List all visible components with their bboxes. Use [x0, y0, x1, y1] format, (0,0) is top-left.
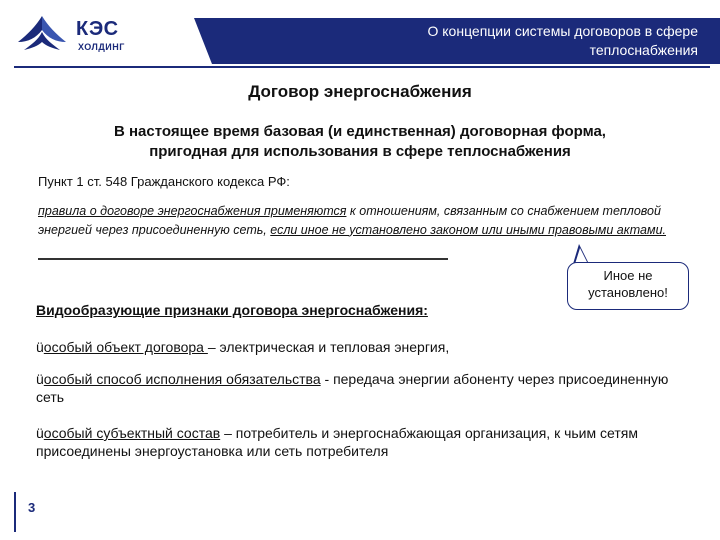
header-title: [427, 22, 698, 60]
quote-underlined-2: если иное не установлено законом или иными правовыми актами.: [270, 222, 666, 237]
slide-subtitle: [40, 122, 680, 162]
footer-rule: [14, 492, 16, 532]
kes-logo-icon: [14, 12, 70, 58]
quote-plain: к отношениям, связанным со снабжением тепловой энергией через присоединенную сеть,: [38, 204, 661, 237]
item-text: - передача энергии абоненту через присоединенную сеть: [36, 371, 669, 405]
check-icon: ü: [36, 425, 44, 441]
item-text: – электрическая и тепловая энергия,: [207, 339, 450, 355]
section-heading: Видообразующие признаки договора энергоснабжения:: [36, 302, 428, 318]
subtitle-line2: пригодная для использования в сфере теплоснабжения: [149, 143, 571, 160]
check-icon: ü: [36, 339, 44, 355]
law-quote: [38, 202, 678, 239]
subtitle-line1: В настоящее время базовая (и единственная) договорная форма,: [114, 123, 606, 140]
item-text: – потребитель и энергоснабжающая организация, к чьим сетям присоединены энергоустановка или сеть потребителя: [36, 425, 638, 459]
slide-header: [0, 0, 720, 66]
check-icon: ü: [36, 371, 44, 387]
logo-subtitle: ХОЛДИНГ: [78, 42, 125, 52]
list-item: [36, 424, 686, 460]
item-term: особый субъектный состав: [43, 425, 221, 441]
quote-underlined-1: правила о договоре энергоснабжения применяются: [38, 204, 347, 218]
law-source: Пункт 1 ст. 548 Гражданского кодекса РФ:: [38, 174, 290, 189]
item-term: особый объект договора: [43, 339, 208, 355]
list-item: [36, 370, 686, 406]
list-item: [36, 338, 686, 356]
header-title-line1: О концепции системы договоров в сфере: [427, 23, 698, 39]
callout-bubble: [567, 262, 689, 310]
callout-line2: установлено!: [588, 285, 668, 300]
company-logo: [14, 12, 182, 58]
header-title-line2: теплоснабжения: [589, 42, 698, 58]
header-divider: [14, 66, 710, 68]
slide-title: Договор энергоснабжения: [248, 82, 472, 101]
callout-line1: Иное не: [603, 268, 653, 283]
item-term: особый способ исполнения обязательства: [43, 371, 321, 387]
quote-border: [38, 258, 448, 260]
logo-name: КЭС: [76, 18, 119, 40]
page-number: 3: [28, 500, 36, 515]
